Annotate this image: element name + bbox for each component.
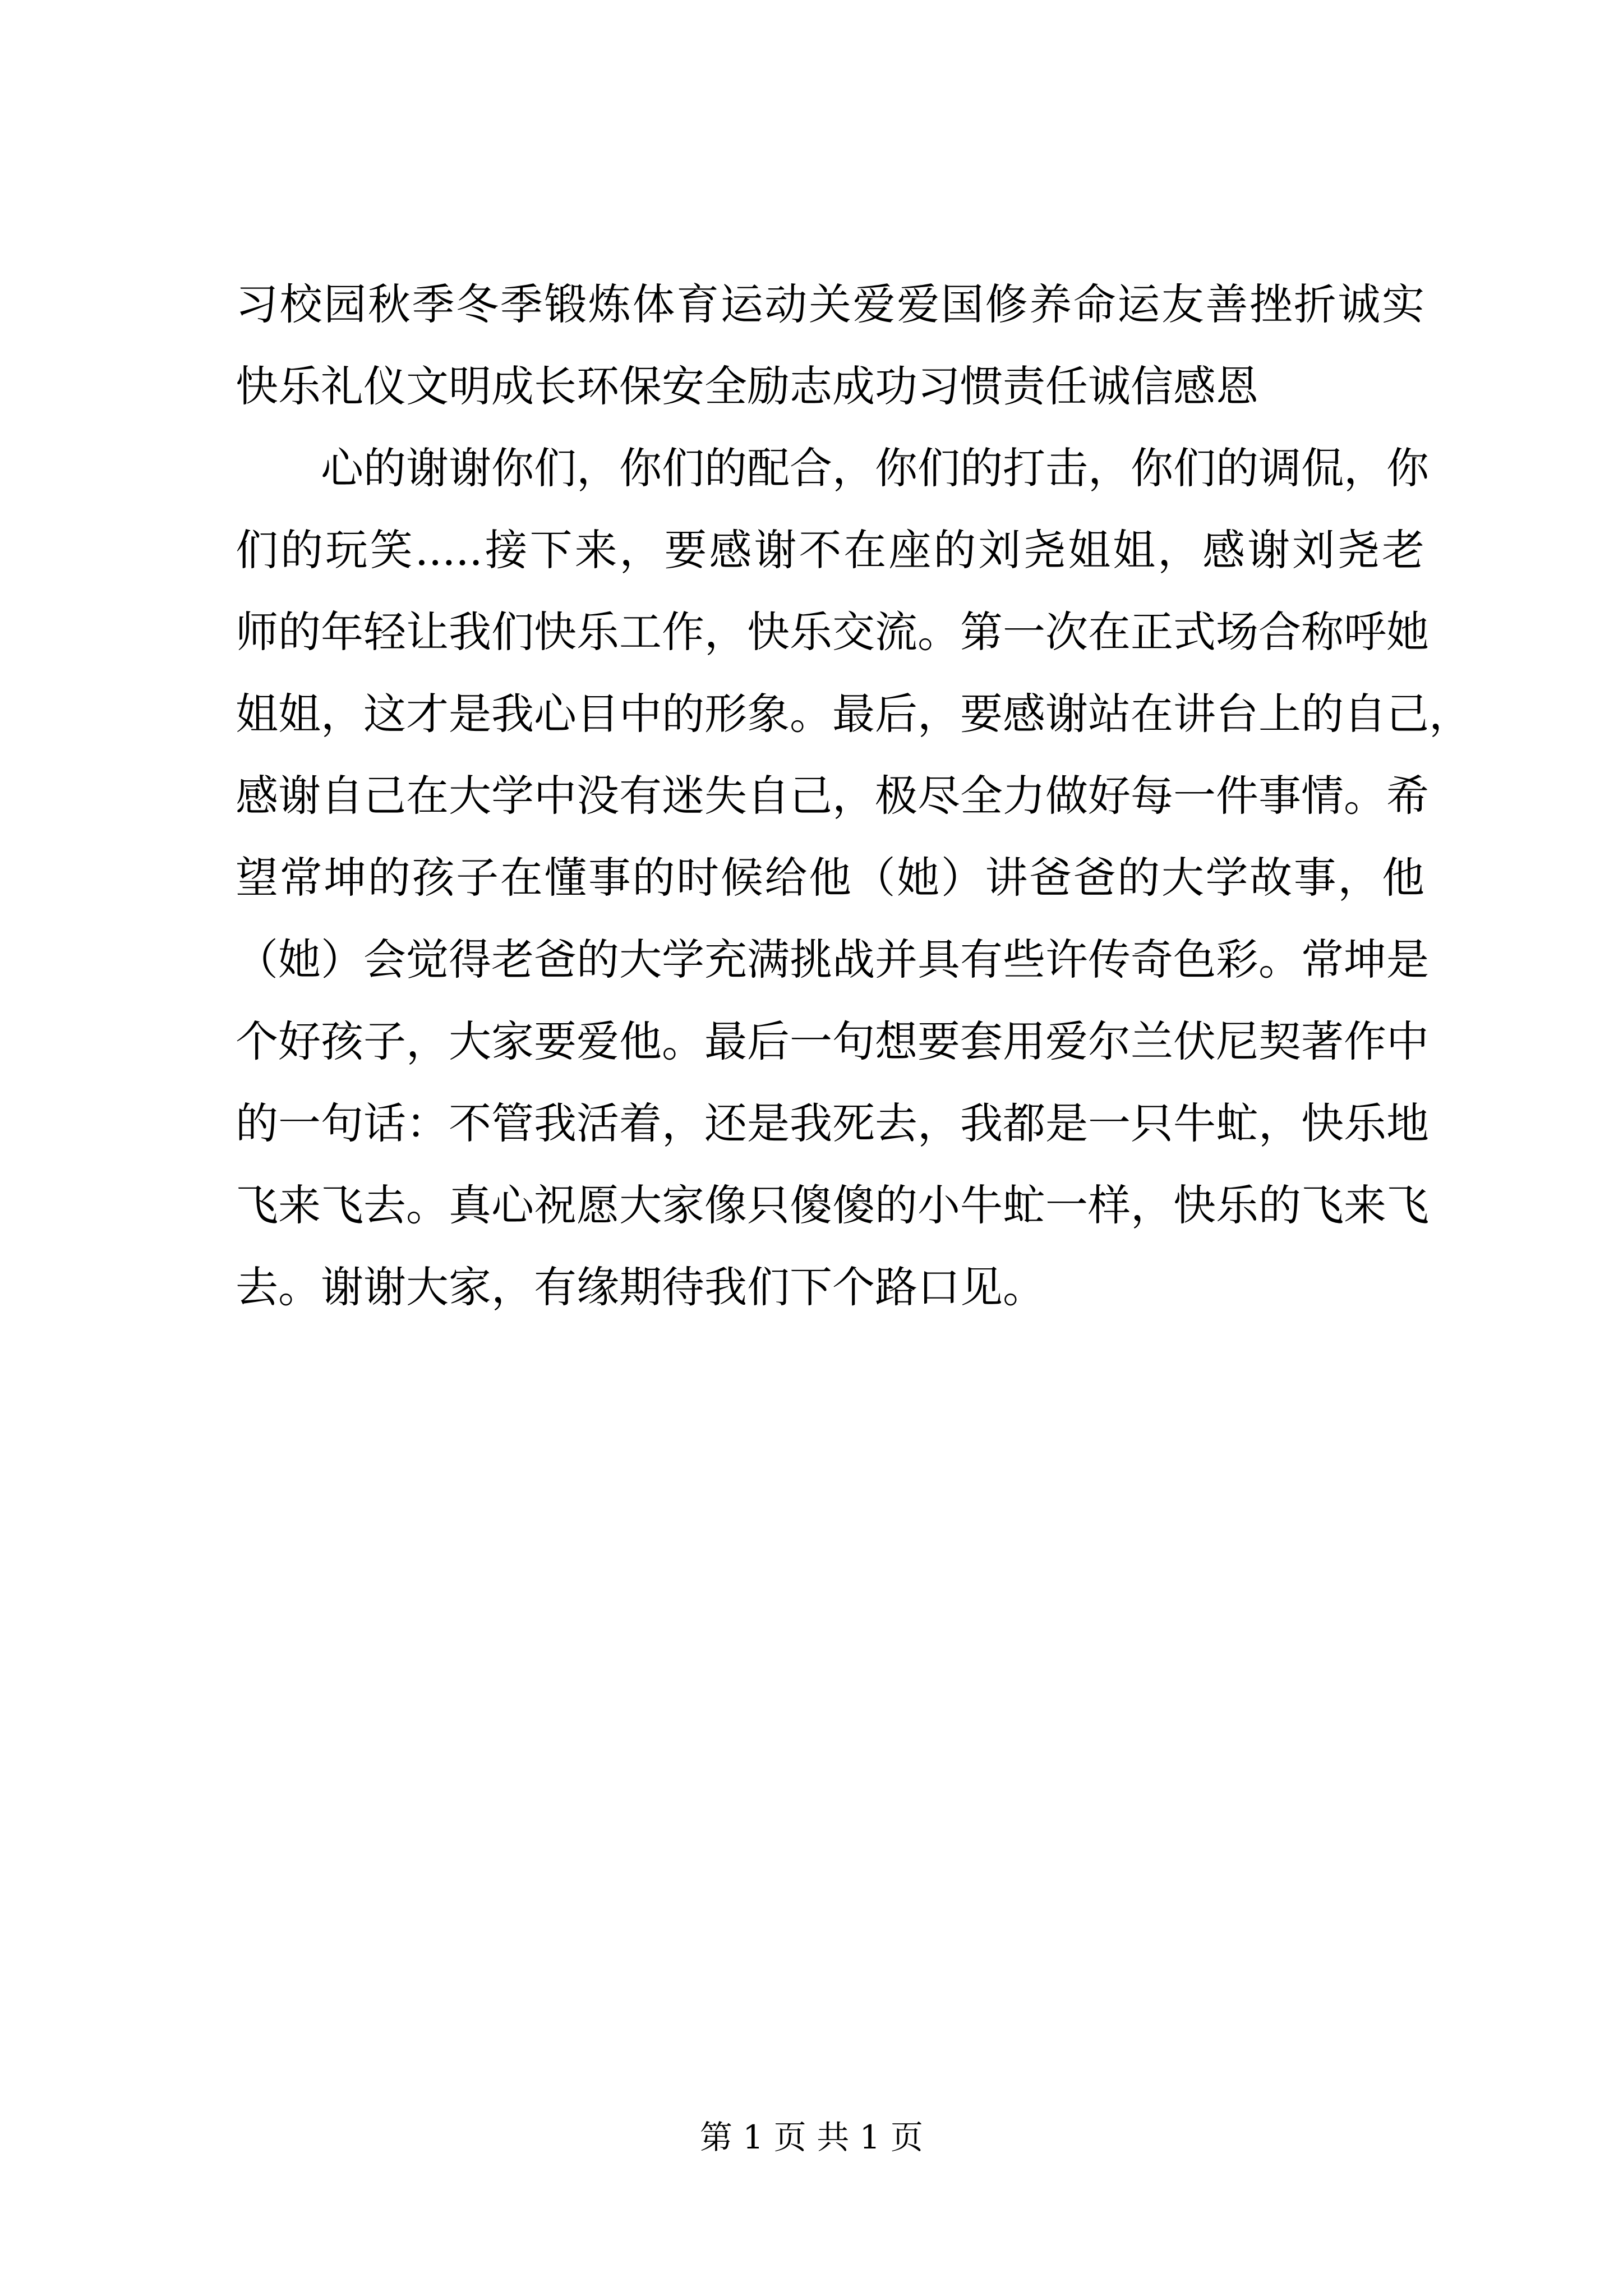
page-number-footer: 第 1 页 共 1 页 <box>700 2118 923 2156</box>
paragraph-line-11: 去。谢谢大家，有缘期待我们下个路口见。 <box>236 1262 1045 1312</box>
paragraph-line-7: （她）会觉得老爸的大学充满挑战并具有些许传奇色彩。常坤是 <box>236 935 1429 984</box>
paragraph-line-1: 心的谢谢你们，你们的配合，你们的打击，你们的调侃，你 <box>321 443 1429 493</box>
paragraph-line-4: 姐姐，这才是我心目中的形象。最后，要感谢站在讲台上的自己， <box>236 689 1472 739</box>
document-body <box>236 264 1472 1328</box>
paragraph-line-2: 们的玩笑.....接下来，要感谢不在座的刘尧姐姐，感谢刘尧老 <box>236 525 1424 575</box>
paragraph-line-10: 飞来飞去。真心祝愿大家像只傻傻的小牛虻一样，快乐的飞来飞 <box>236 1180 1429 1230</box>
paragraph-line-9: 的一句话：不管我活着，还是我死去，我都是一只牛虻，快乐地 <box>236 1098 1429 1148</box>
paragraph-line-6: 望常坤的孩子在懂事的时候给他（她）讲爸爸的大学故事，他 <box>236 853 1424 903</box>
header-line-2: 快乐礼仪文明成长环保安全励志成功习惯责任诚信感恩 <box>236 361 1258 411</box>
paragraph-line-8: 个好孩子，大家要爱他。最后一句想要套用爱尔兰伏尼契著作中 <box>236 1016 1429 1066</box>
header-line-1: 习校园秋季冬季锻炼体育运动关爱爱国修养命运友善挫折诚实 <box>236 279 1424 329</box>
paragraph-line-5: 感谢自己在大学中没有迷失自己，极尽全力做好每一件事情。希 <box>236 771 1429 821</box>
paragraph-line-3: 师的年轻让我们快乐工作，快乐交流。第一次在正式场合称呼她 <box>236 607 1429 657</box>
